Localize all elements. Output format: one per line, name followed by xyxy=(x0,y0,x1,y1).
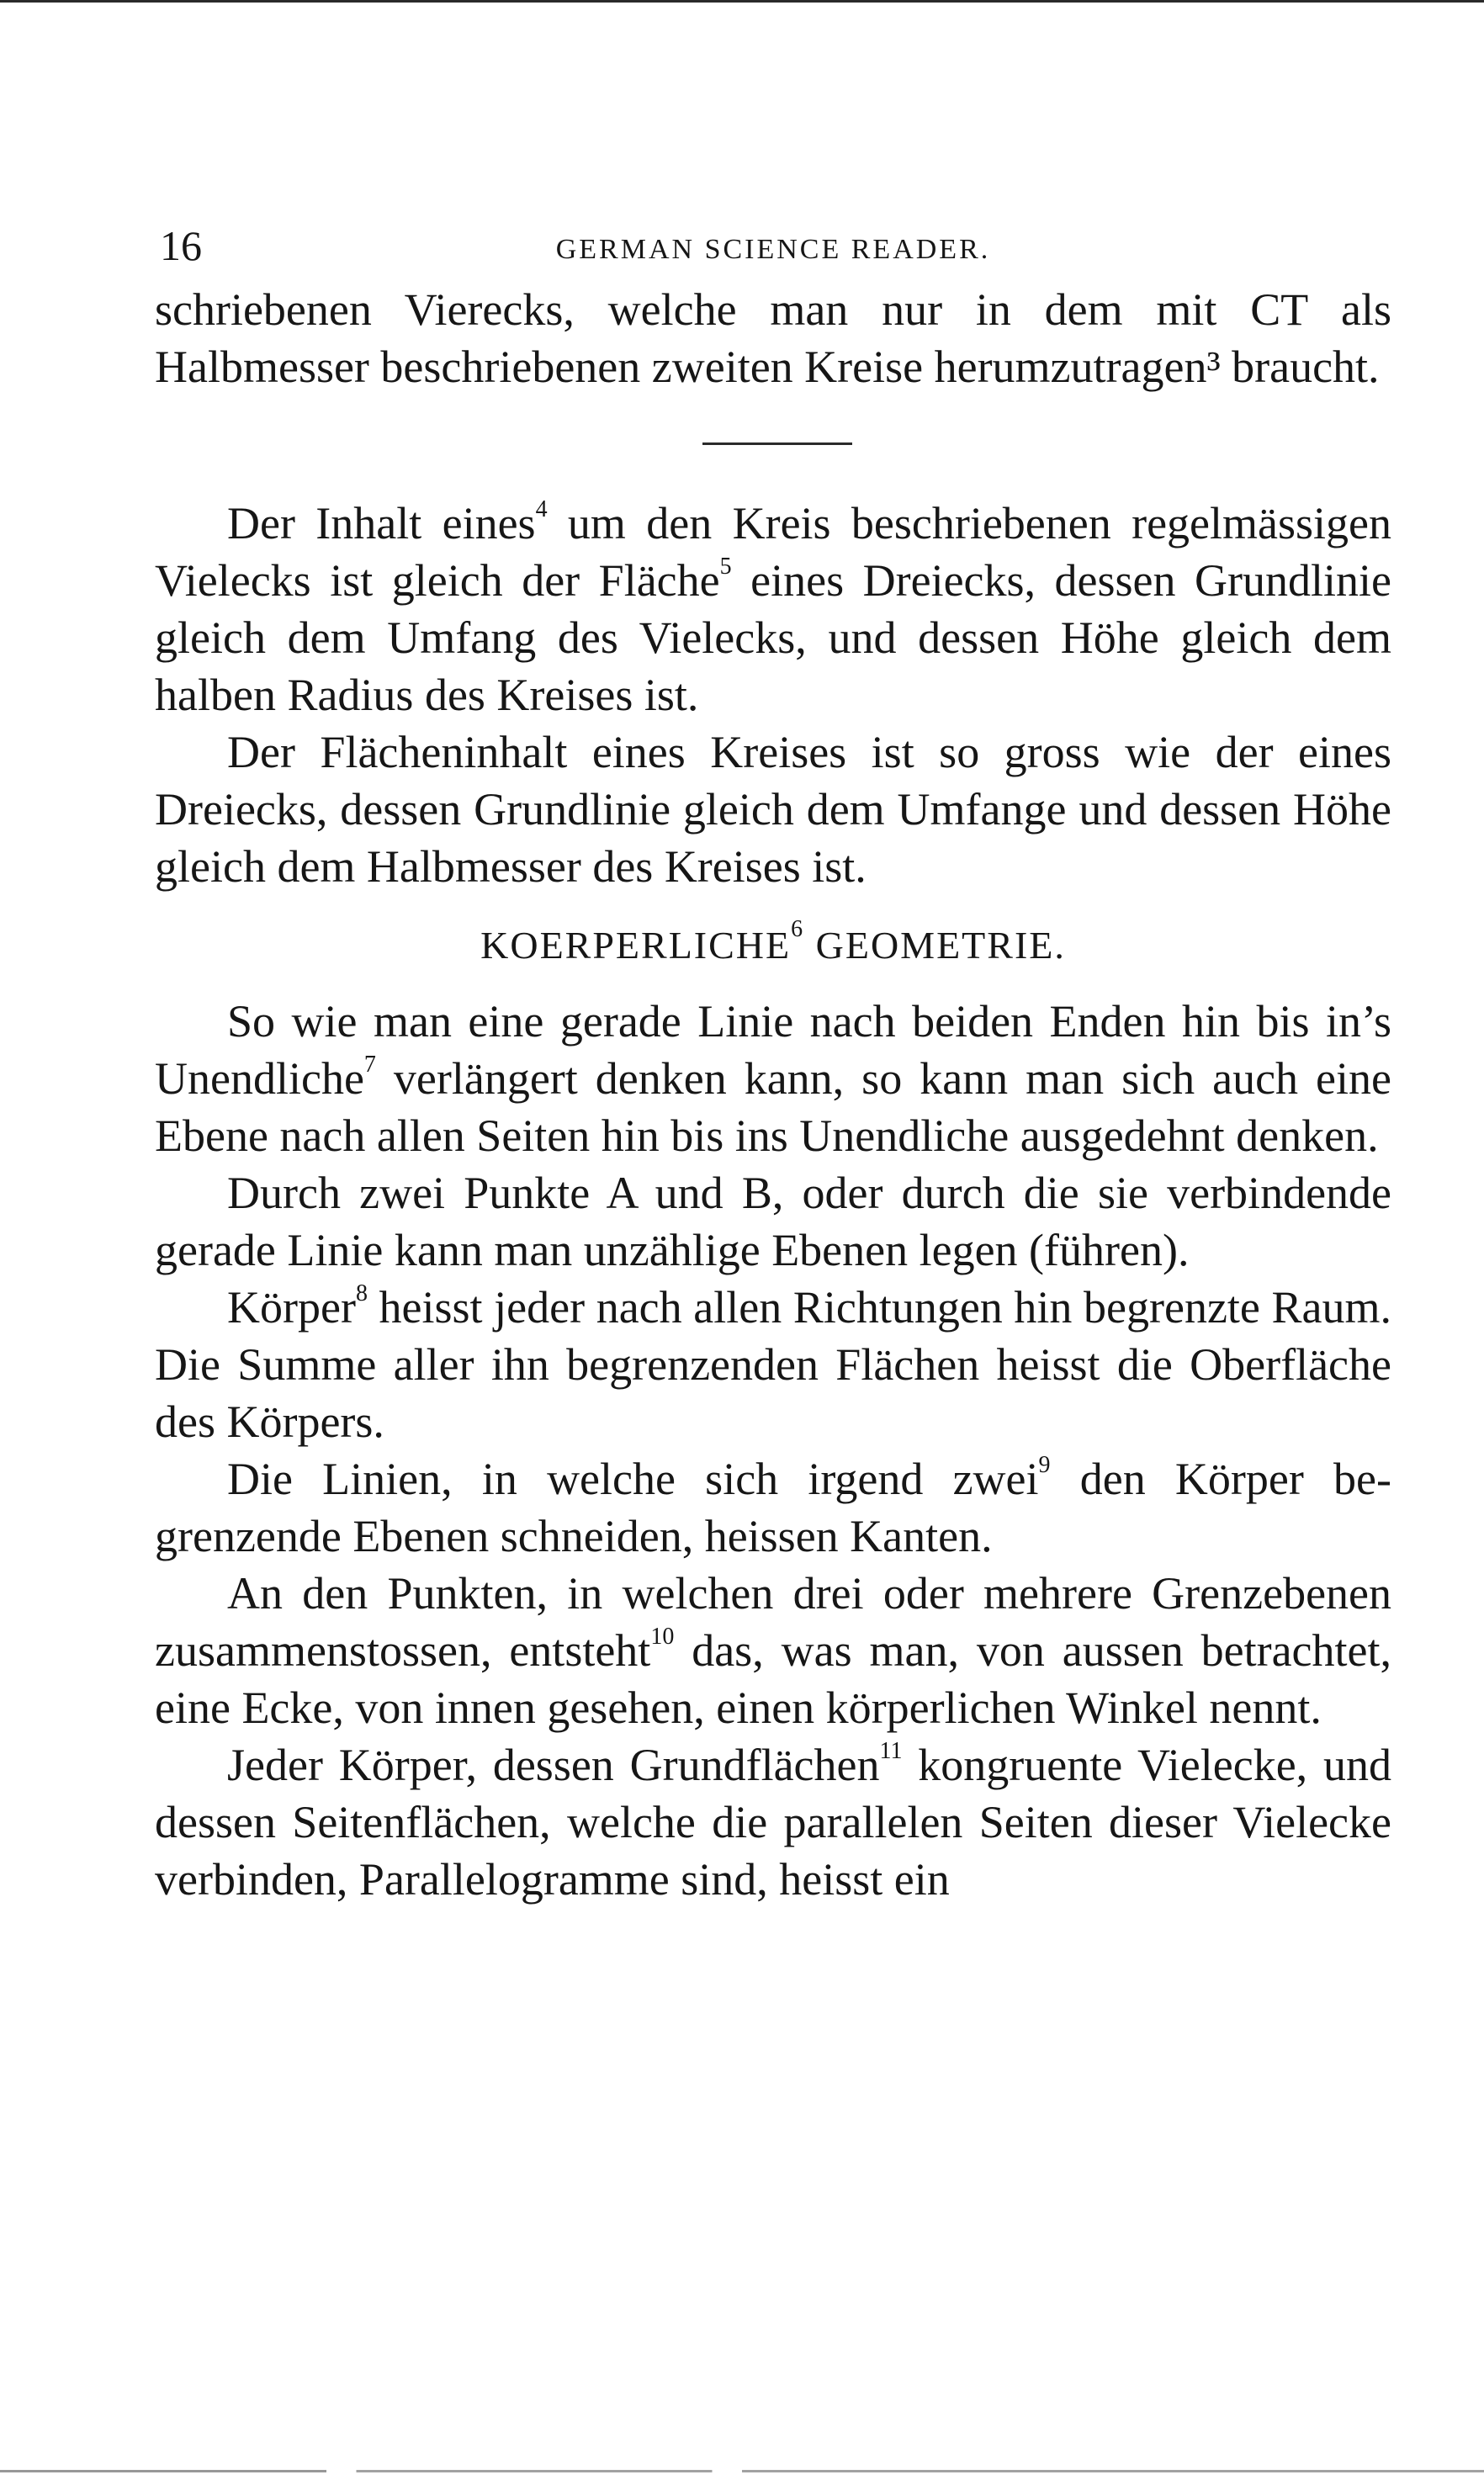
page-bottom-edge xyxy=(0,2470,1484,2472)
text-segment: um den Kreis beschriebenen regelmässigen Vielecks ist gleich der Fläche xyxy=(155,498,1391,606)
paragraph-circle-area: Der Flächeninhalt eines Kreises ist so gross wie der eines Dreiecks, dessen Grundlinie gleich dem Umfange und dessen Höhe gleich dem Halbmesser des Kreises ist. xyxy=(155,727,1391,892)
divider-rule xyxy=(702,442,852,445)
text-segment: den Körper begrenzende Ebenen schneiden, heissen Kanten. xyxy=(155,1454,1392,1561)
footnote-marker: 8 xyxy=(355,1280,368,1306)
footnote-marker: 5 xyxy=(719,554,732,580)
page-top-edge xyxy=(0,0,1484,3)
text-segment: So wie man eine gerade Linie nach beiden Enden hin bis in’s Unendliche xyxy=(155,996,1391,1104)
text-segment: das, was man, von aussen betrachtet, eine Ecke, von innen gesehen, einen körperlichen Winkel nennt. xyxy=(155,1625,1391,1733)
paragraph-polygon-area xyxy=(155,495,1391,723)
running-head: GERMAN SCIENCE READER. xyxy=(555,234,991,265)
page-number: 16 xyxy=(160,222,202,269)
section-title-text: GEOMETRIE. xyxy=(804,924,1066,967)
text-segment: heisst jeder nach allen Richtungen hin begrenzte Raum. Die Summe aller ihn begrenzenden Flächen heisst die Oberfläche des Körpers. xyxy=(155,1282,1391,1447)
paragraph-corners xyxy=(155,1565,1391,1736)
paragraph-body xyxy=(155,1279,1391,1450)
text-segment: Die Linien, in welche sich irgend zwei xyxy=(227,1454,1039,1504)
footnote-marker: 10 xyxy=(650,1624,675,1650)
text-segment: Der Inhalt eines xyxy=(227,498,536,548)
book-page xyxy=(155,220,1391,1908)
text-segment: eines Dreiecks, dessen Grundlinie gleich dem Umfang des Vielecks, und dessen Höhe gleich dem halben Radius des Kreises ist. xyxy=(155,555,1391,720)
text-segment: An den Punkten, in welchen drei oder mehrere Grenzebenen zusammenstossen, entsteht xyxy=(155,1568,1391,1676)
paragraph-plane xyxy=(155,993,1391,1164)
section-divider xyxy=(155,395,1391,495)
footnote-marker: 7 xyxy=(363,1052,376,1078)
text-segment: Jeder Körper, dessen Grundflächen xyxy=(227,1740,880,1790)
text-segment: kongruente Vielecke, und dessen Seitenflächen, welche die parallelen Seiten dieser Vielecke verbinden, Parallelogramme sind, heisst ein xyxy=(155,1740,1391,1905)
text-segment: Körper xyxy=(227,1282,356,1333)
footnote-marker: 11 xyxy=(879,1738,903,1764)
paragraph-points: Durch zwei Punkte A und B, oder durch die sie verbindende gerade Linie kann man unzählige Ebenen legen (führen). xyxy=(155,1168,1391,1275)
text-segment: verlängert denken kann, so kann man sich auch eine Ebene nach allen Seiten hin bis ins Unendliche ausgedehnt denken. xyxy=(155,1053,1391,1161)
page-header xyxy=(155,220,1391,281)
section-title-text: KOERPERLICHE xyxy=(480,924,792,967)
paragraph-edges xyxy=(155,1450,1391,1565)
footnote-marker: 6 xyxy=(791,916,805,942)
section-title xyxy=(155,917,1391,974)
footnote-marker: 4 xyxy=(535,496,548,522)
footnote-marker: 9 xyxy=(1038,1452,1051,1478)
paragraph-continuation: schriebenen Vierecks, welche man nur in dem mit CT als Halbmesser beschriebenen zweiten Kreise herumzutragen³ braucht. xyxy=(155,284,1391,392)
paragraph-prism xyxy=(155,1736,1391,1908)
